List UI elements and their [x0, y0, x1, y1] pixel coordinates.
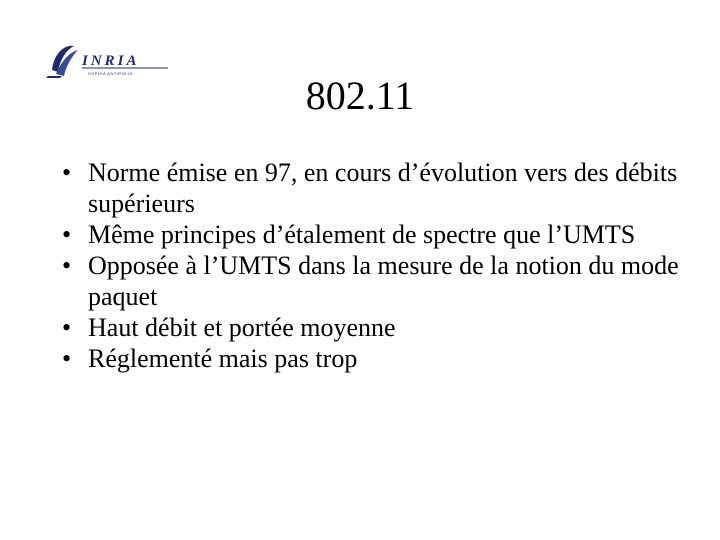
bullet-list	[50, 157, 690, 374]
bullet-dot-icon: •	[62, 251, 72, 280]
bullet-dot-icon: •	[62, 313, 72, 342]
bullet-item	[50, 250, 690, 312]
bullet-text: Haut débit et portée moyenne	[88, 313, 396, 342]
bullet-dot-icon: •	[62, 344, 72, 373]
svg-text:SOPHIA ANTIPOLIS: SOPHIA ANTIPOLIS	[88, 71, 133, 76]
svg-text:INRIA: INRIA	[82, 53, 140, 69]
bullet-text: Opposée à l’UMTS dans la mesure de la notion du mode paquet	[88, 251, 679, 311]
bullet-item	[50, 219, 690, 250]
bullet-dot-icon: •	[62, 158, 72, 187]
bullet-text: Réglementé mais pas trop	[88, 344, 358, 373]
bullet-item	[50, 312, 690, 343]
bullet-item	[50, 157, 690, 219]
bullet-item	[50, 343, 690, 374]
bullet-text: Norme émise en 97, en cours d’évolution vers des débits supérieurs	[88, 158, 678, 218]
bullet-text: Même principes d’étalement de spectre que l’UMTS	[88, 220, 636, 249]
slide-title: 802.11	[305, 73, 415, 118]
bullet-dot-icon: •	[62, 220, 72, 249]
